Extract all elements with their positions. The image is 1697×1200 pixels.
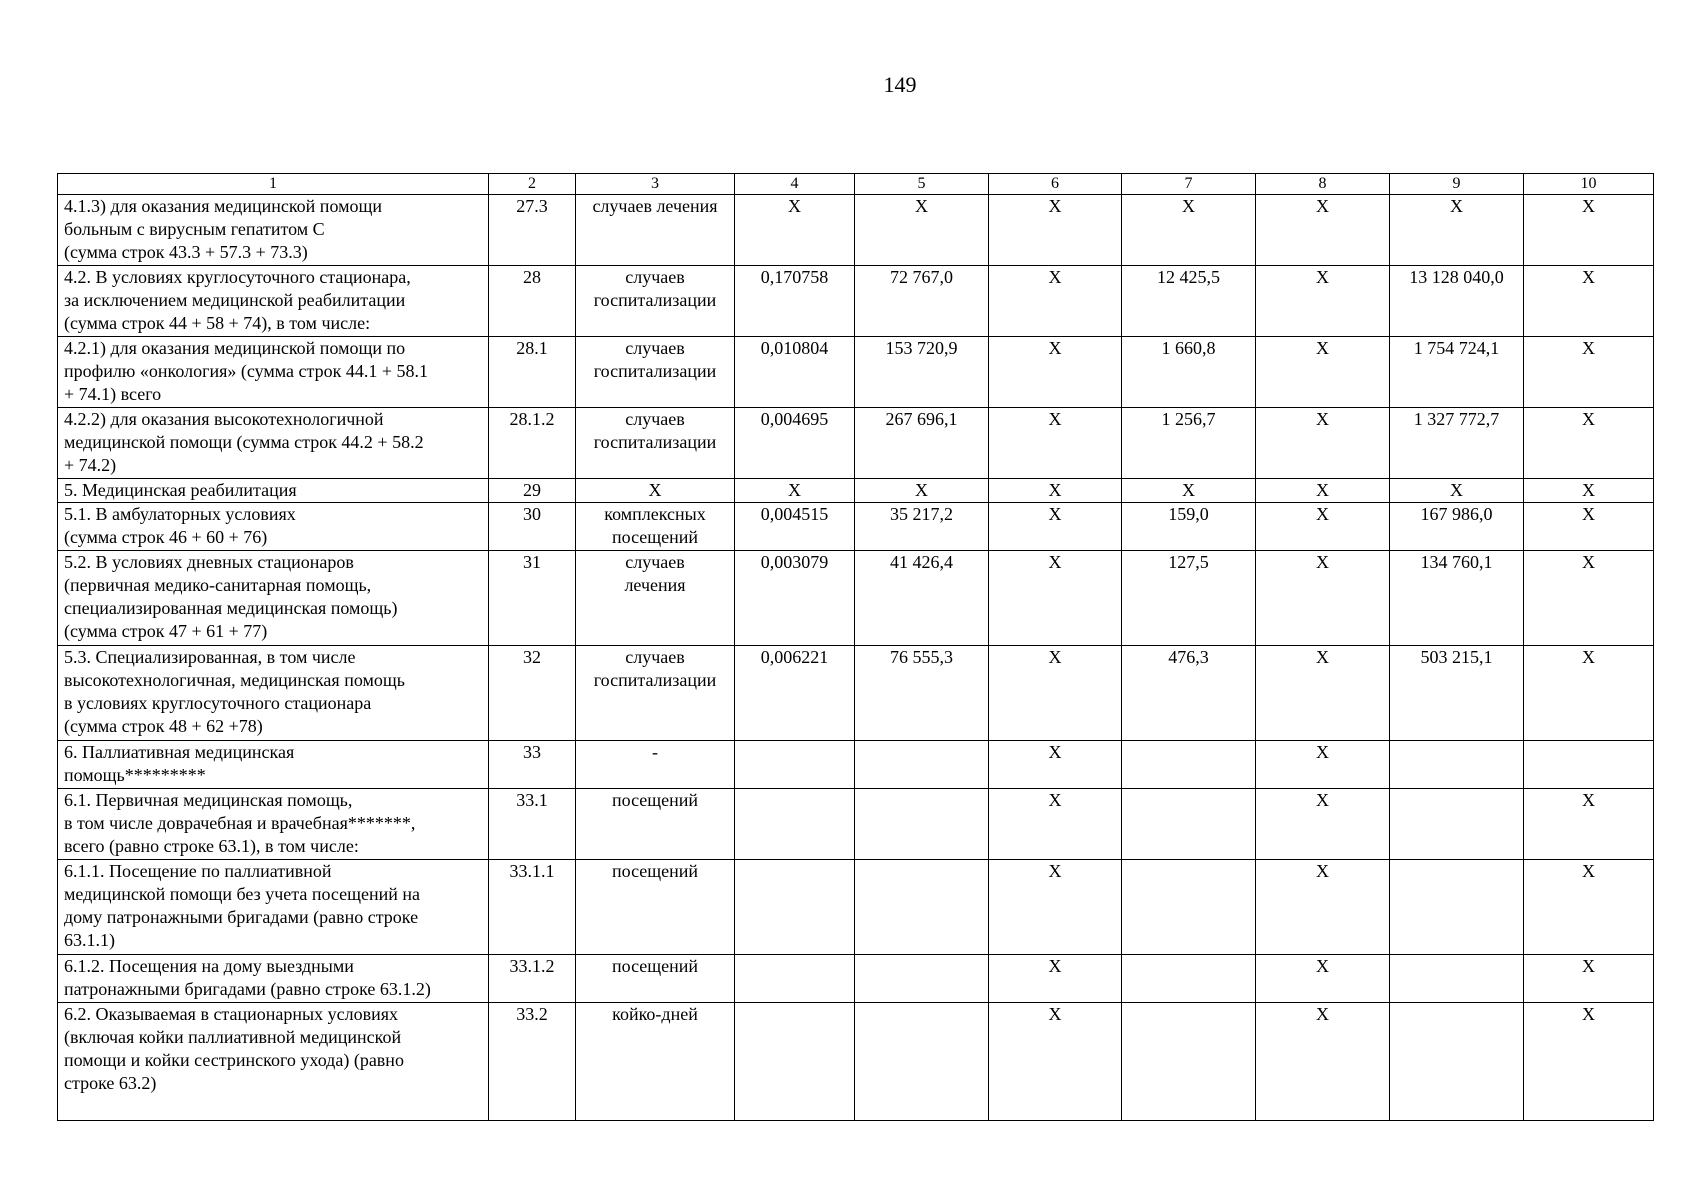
- column-header: 2: [489, 174, 576, 195]
- value-cell-4: [735, 789, 855, 860]
- value-cell-6: Х: [989, 789, 1122, 860]
- row-number: 30: [489, 503, 576, 551]
- value-cell-6: Х: [989, 1003, 1122, 1121]
- row-description: 5.2. В условиях дневных стационаров (первичная медико-санитарная помощь, специализированная медицинская помощь) (сумма строк 47 + 61 + 77): [58, 551, 489, 646]
- value-cell-8: Х: [1256, 551, 1390, 646]
- value-cell-8: Х: [1256, 789, 1390, 860]
- table-row: [58, 955, 1654, 1003]
- value-cell-6: Х: [989, 741, 1122, 789]
- value-cell-8: Х: [1256, 860, 1390, 955]
- value-cell-6: Х: [989, 266, 1122, 337]
- value-cell-8: Х: [1256, 1003, 1390, 1121]
- row-description: 5. Медицинская реабилитация: [58, 479, 489, 503]
- value-cell-9: [1390, 741, 1524, 789]
- unit-cell: случаев госпитализации: [576, 408, 735, 479]
- column-header: 10: [1524, 174, 1654, 195]
- row-description: 6.1.1. Посещение по паллиативной медицинской помощи без учета посещений на дому патронажными бригадами (равно строке 63.1.1): [58, 860, 489, 955]
- value-cell-7: [1122, 955, 1256, 1003]
- row-description: 6.2. Оказываемая в стационарных условиях (включая койки паллиативной медицинской помощи и койки сестринского ухода) (равно строке 63.2): [58, 1003, 489, 1121]
- value-cell-4: 0,170758: [735, 266, 855, 337]
- table-row: [58, 741, 1654, 789]
- value-cell-4: [735, 860, 855, 955]
- value-cell-9: Х: [1390, 195, 1524, 266]
- row-number: 28: [489, 266, 576, 337]
- unit-cell: случаев госпитализации: [576, 337, 735, 408]
- value-cell-9: [1390, 955, 1524, 1003]
- value-cell-4: Х: [735, 195, 855, 266]
- value-cell-8: Х: [1256, 955, 1390, 1003]
- table-row: [58, 551, 1654, 646]
- value-cell-7: [1122, 741, 1256, 789]
- table-row: [58, 860, 1654, 955]
- value-cell-5: [855, 860, 989, 955]
- column-header: 3: [576, 174, 735, 195]
- value-cell-10: Х: [1524, 1003, 1654, 1121]
- row-description: 6.1. Первичная медицинская помощь, в том числе доврачебная и врачебная*******, всего (равно строке 63.1), в том числе:: [58, 789, 489, 860]
- value-cell-5: 41 426,4: [855, 551, 989, 646]
- row-number: 33.1: [489, 789, 576, 860]
- row-description: 6.1.2. Посещения на дому выездными патронажными бригадами (равно строке 63.1.2): [58, 955, 489, 1003]
- value-cell-7: 476,3: [1122, 646, 1256, 741]
- value-cell-7: Х: [1122, 195, 1256, 266]
- value-cell-10: Х: [1524, 408, 1654, 479]
- value-cell-4: [735, 741, 855, 789]
- value-cell-5: [855, 1003, 989, 1121]
- value-cell-5: Х: [855, 195, 989, 266]
- value-cell-6: Х: [989, 860, 1122, 955]
- row-number: 33: [489, 741, 576, 789]
- value-cell-5: [855, 955, 989, 1003]
- value-cell-10: Х: [1524, 860, 1654, 955]
- unit-cell: посещений: [576, 789, 735, 860]
- value-cell-5: 267 696,1: [855, 408, 989, 479]
- unit-cell: посещений: [576, 860, 735, 955]
- value-cell-4: 0,003079: [735, 551, 855, 646]
- value-cell-9: [1390, 860, 1524, 955]
- value-cell-6: Х: [989, 337, 1122, 408]
- unit-cell: Х: [576, 479, 735, 503]
- column-header: 8: [1256, 174, 1390, 195]
- unit-cell: койко-дней: [576, 1003, 735, 1121]
- unit-cell: -: [576, 741, 735, 789]
- value-cell-7: 127,5: [1122, 551, 1256, 646]
- table-row: [58, 408, 1654, 479]
- value-cell-10: [1524, 741, 1654, 789]
- value-cell-6: Х: [989, 408, 1122, 479]
- row-number: 28.1.2: [489, 408, 576, 479]
- value-cell-4: [735, 955, 855, 1003]
- value-cell-5: 35 217,2: [855, 503, 989, 551]
- unit-cell: случаев госпитализации: [576, 266, 735, 337]
- unit-cell: случаев госпитализации: [576, 646, 735, 741]
- value-cell-9: 1 327 772,7: [1390, 408, 1524, 479]
- value-cell-7: 159,0: [1122, 503, 1256, 551]
- row-number: 31: [489, 551, 576, 646]
- value-cell-10: Х: [1524, 646, 1654, 741]
- table-row: [58, 503, 1654, 551]
- table-row: [58, 1003, 1654, 1121]
- value-cell-10: Х: [1524, 503, 1654, 551]
- row-description: 4.2.1) для оказания медицинской помощи по профилю «онкология» (сумма строк 44.1 + 58.1 + 74.1) всего: [58, 337, 489, 408]
- value-cell-8: Х: [1256, 195, 1390, 266]
- value-cell-6: Х: [989, 195, 1122, 266]
- value-cell-10: Х: [1524, 551, 1654, 646]
- value-cell-5: [855, 789, 989, 860]
- unit-cell: посещений: [576, 955, 735, 1003]
- value-cell-8: Х: [1256, 266, 1390, 337]
- value-cell-9: Х: [1390, 479, 1524, 503]
- value-cell-6: Х: [989, 955, 1122, 1003]
- value-cell-10: Х: [1524, 195, 1654, 266]
- value-cell-8: Х: [1256, 646, 1390, 741]
- value-cell-9: [1390, 789, 1524, 860]
- value-cell-7: [1122, 860, 1256, 955]
- column-header: 7: [1122, 174, 1256, 195]
- table-row: [58, 789, 1654, 860]
- table-header-row: [58, 174, 1654, 195]
- row-number: 32: [489, 646, 576, 741]
- row-description: 4.2. В условиях круглосуточного стационара, за исключением медицинской реабилитации (сумма строк 44 + 58 + 74), в том числе:: [58, 266, 489, 337]
- value-cell-7: 1 256,7: [1122, 408, 1256, 479]
- value-cell-5: Х: [855, 479, 989, 503]
- row-number: 33.2: [489, 1003, 576, 1121]
- value-cell-10: Х: [1524, 479, 1654, 503]
- value-cell-9: 503 215,1: [1390, 646, 1524, 741]
- value-cell-4: 0,006221: [735, 646, 855, 741]
- value-cell-5: 72 767,0: [855, 266, 989, 337]
- row-description: 6. Паллиативная медицинская помощь*********: [58, 741, 489, 789]
- value-cell-5: 153 720,9: [855, 337, 989, 408]
- table-row: [58, 479, 1654, 503]
- value-cell-10: Х: [1524, 337, 1654, 408]
- value-cell-4: Х: [735, 479, 855, 503]
- row-description: 4.2.2) для оказания высокотехнологичной медицинской помощи (сумма строк 44.2 + 58.2 + 74.2): [58, 408, 489, 479]
- value-cell-8: Х: [1256, 408, 1390, 479]
- row-description: 4.1.3) для оказания медицинской помощи больным с вирусным гепатитом С (сумма строк 43.3 + 57.3 + 73.3): [58, 195, 489, 266]
- row-number: 29: [489, 479, 576, 503]
- value-cell-8: Х: [1256, 741, 1390, 789]
- value-cell-9: 167 986,0: [1390, 503, 1524, 551]
- value-cell-6: Х: [989, 479, 1122, 503]
- table-row: [58, 337, 1654, 408]
- table-row: [58, 195, 1654, 266]
- table-row: [58, 266, 1654, 337]
- value-cell-5: [855, 741, 989, 789]
- row-description: 5.1. В амбулаторных условиях (сумма строк 46 + 60 + 76): [58, 503, 489, 551]
- value-cell-9: 1 754 724,1: [1390, 337, 1524, 408]
- unit-cell: случаев лечения: [576, 195, 735, 266]
- value-cell-4: 0,010804: [735, 337, 855, 408]
- value-cell-9: 134 760,1: [1390, 551, 1524, 646]
- row-description: 5.3. Специализированная, в том числе высокотехнологичная, медицинская помощь в условиях круглосуточного стационара (сумма строк 48 + 62 +78): [58, 646, 489, 741]
- value-cell-7: [1122, 789, 1256, 860]
- value-cell-4: 0,004515: [735, 503, 855, 551]
- value-cell-7: [1122, 1003, 1256, 1121]
- page-number: 149: [883, 72, 917, 97]
- value-cell-6: Х: [989, 646, 1122, 741]
- column-header: 6: [989, 174, 1122, 195]
- unit-cell: случаев лечения: [576, 551, 735, 646]
- column-header: 5: [855, 174, 989, 195]
- table-row: [58, 646, 1654, 741]
- value-cell-6: Х: [989, 503, 1122, 551]
- value-cell-8: Х: [1256, 479, 1390, 503]
- value-cell-9: [1390, 1003, 1524, 1121]
- value-cell-4: 0,004695: [735, 408, 855, 479]
- column-header: 9: [1390, 174, 1524, 195]
- value-cell-7: 12 425,5: [1122, 266, 1256, 337]
- value-cell-8: Х: [1256, 337, 1390, 408]
- row-number: 28.1: [489, 337, 576, 408]
- unit-cell: комплексных посещений: [576, 503, 735, 551]
- value-cell-6: Х: [989, 551, 1122, 646]
- data-table: [57, 173, 1654, 1121]
- column-header: 1: [58, 174, 489, 195]
- value-cell-5: 76 555,3: [855, 646, 989, 741]
- row-number: 33.1.2: [489, 955, 576, 1003]
- value-cell-4: [735, 1003, 855, 1121]
- value-cell-9: 13 128 040,0: [1390, 266, 1524, 337]
- row-number: 33.1.1: [489, 860, 576, 955]
- value-cell-8: Х: [1256, 503, 1390, 551]
- value-cell-7: 1 660,8: [1122, 337, 1256, 408]
- row-number: 27.3: [489, 195, 576, 266]
- value-cell-10: Х: [1524, 266, 1654, 337]
- column-header: 4: [735, 174, 855, 195]
- value-cell-7: Х: [1122, 479, 1256, 503]
- table-body: [58, 174, 1654, 1121]
- value-cell-10: Х: [1524, 789, 1654, 860]
- value-cell-10: Х: [1524, 955, 1654, 1003]
